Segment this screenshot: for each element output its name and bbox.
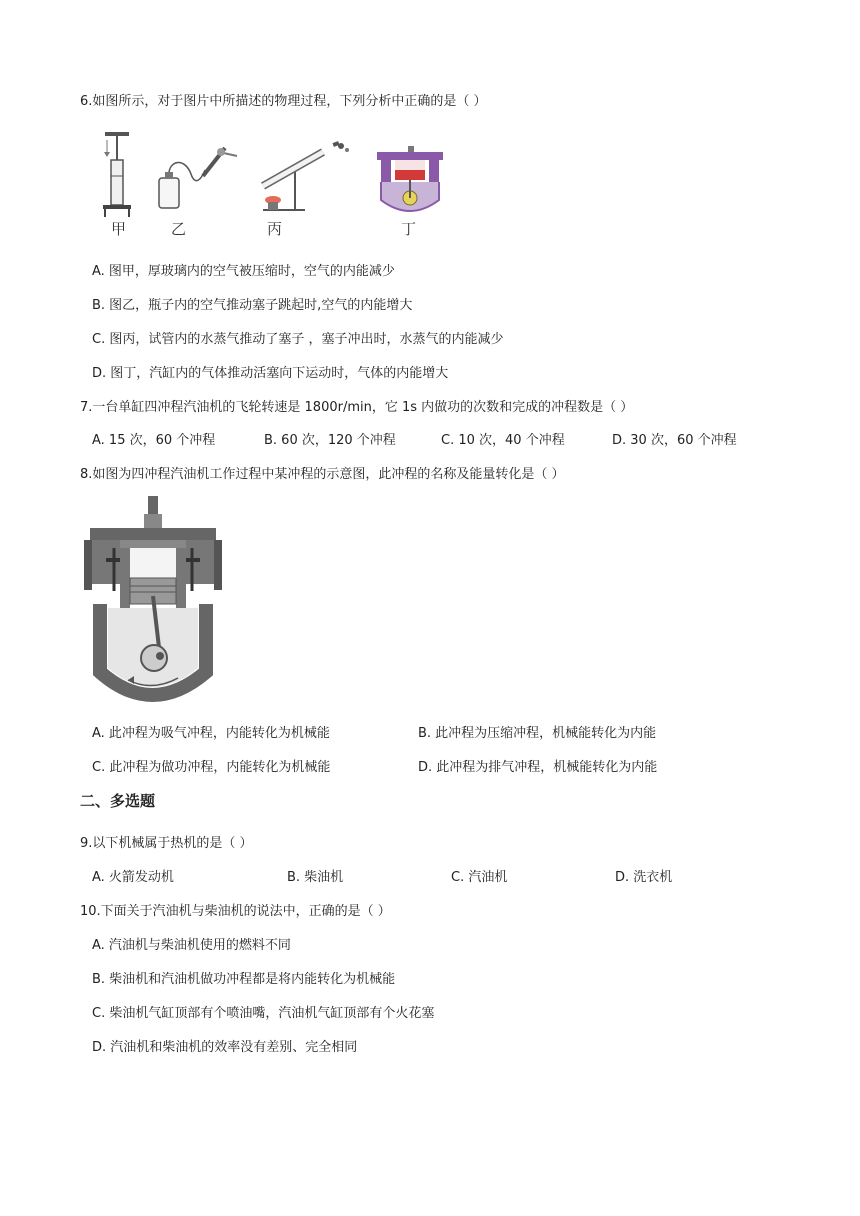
question-7-stem: 7.一台单缸四冲程汽油机的飞轮转速是 1800r/min，它 1s 内做功的次数和完成的冲程数是（ ） — [80, 400, 634, 415]
section-heading-multiple-choice: 二、多选题 — [80, 792, 156, 810]
question-9-option-a[interactable]: A. 火箭发动机 — [92, 870, 174, 885]
question-10-option-b[interactable]: B. 柴油机和汽油机做功冲程都是将内能转化为机械能 — [92, 972, 396, 987]
figure-label-yi: 乙 — [171, 220, 187, 238]
question-6-stem: 6.如图所示，对于图片中所描述的物理过程，下列分析中正确的是（ ） — [80, 94, 487, 109]
figure-ding-engine-cylinder — [377, 146, 443, 211]
question-9-stem: 9.以下机械属于热机的是（ ） — [80, 836, 253, 851]
figure-bing-test-tube — [263, 141, 349, 210]
figure-label-ding: 丁 — [401, 220, 417, 238]
question-7-option-c[interactable]: C. 10 次，40 个冲程 — [441, 433, 565, 448]
question-6-option-b[interactable]: B. 图乙，瓶子内的空气推动塞子跳起时,空气的内能增大 — [92, 298, 413, 313]
question-6-figure — [95, 130, 455, 242]
question-7-option-d[interactable]: D. 30 次，60 个冲程 — [612, 433, 737, 448]
question-9-option-c[interactable]: C. 汽油机 — [451, 870, 508, 885]
question-6-option-d[interactable]: D. 图丁，汽缸内的气体推动活塞向下运动时，气体的内能增大 — [92, 366, 449, 381]
question-7-option-a[interactable]: A. 15 次，60 个冲程 — [92, 433, 216, 448]
question-10-option-a[interactable]: A. 汽油机与柴油机使用的燃料不同 — [92, 938, 291, 953]
figure-label-bing: 丙 — [267, 220, 283, 238]
question-6-option-a[interactable]: A. 图甲，厚玻璃内的空气被压缩时，空气的内能减少 — [92, 264, 395, 279]
question-8-option-d[interactable]: D. 此冲程为排气冲程，机械能转化为内能 — [418, 760, 658, 775]
question-9-option-b[interactable]: B. 柴油机 — [287, 870, 344, 885]
question-8-engine-figure — [82, 496, 222, 708]
question-10-stem: 10.下面关于汽油机与柴油机的说法中，正确的是（ ） — [80, 904, 391, 919]
question-8-option-a[interactable]: A. 此冲程为吸气冲程，内能转化为机械能 — [92, 726, 330, 741]
figure-label-jia: 甲 — [111, 220, 127, 238]
question-10-option-d[interactable]: D. 汽油机和柴油机的效率没有差别、完全相同 — [92, 1040, 358, 1055]
question-8-option-c[interactable]: C. 此冲程为做功冲程，内能转化为机械能 — [92, 760, 331, 775]
question-8-option-b[interactable]: B. 此冲程为压缩冲程，机械能转化为内能 — [418, 726, 657, 741]
question-8-stem: 8.如图为四冲程汽油机工作过程中某冲程的示意图，此冲程的名称及能量转化是（ ） — [80, 467, 565, 482]
question-7-option-b[interactable]: B. 60 次，120 个冲程 — [264, 433, 396, 448]
figure-yi-bottle-pump — [159, 148, 237, 208]
question-6-option-c[interactable]: C. 图丙，试管内的水蒸气推动了塞子 ，塞子冲出时，水蒸气的内能减少 — [92, 332, 504, 347]
figure-jia-compression-tube — [103, 132, 131, 217]
question-9-option-d[interactable]: D. 洗衣机 — [615, 870, 673, 885]
question-10-option-c[interactable]: C. 柴油机气缸顶部有个喷油嘴，汽油机气缸顶部有个火花塞 — [92, 1006, 435, 1021]
